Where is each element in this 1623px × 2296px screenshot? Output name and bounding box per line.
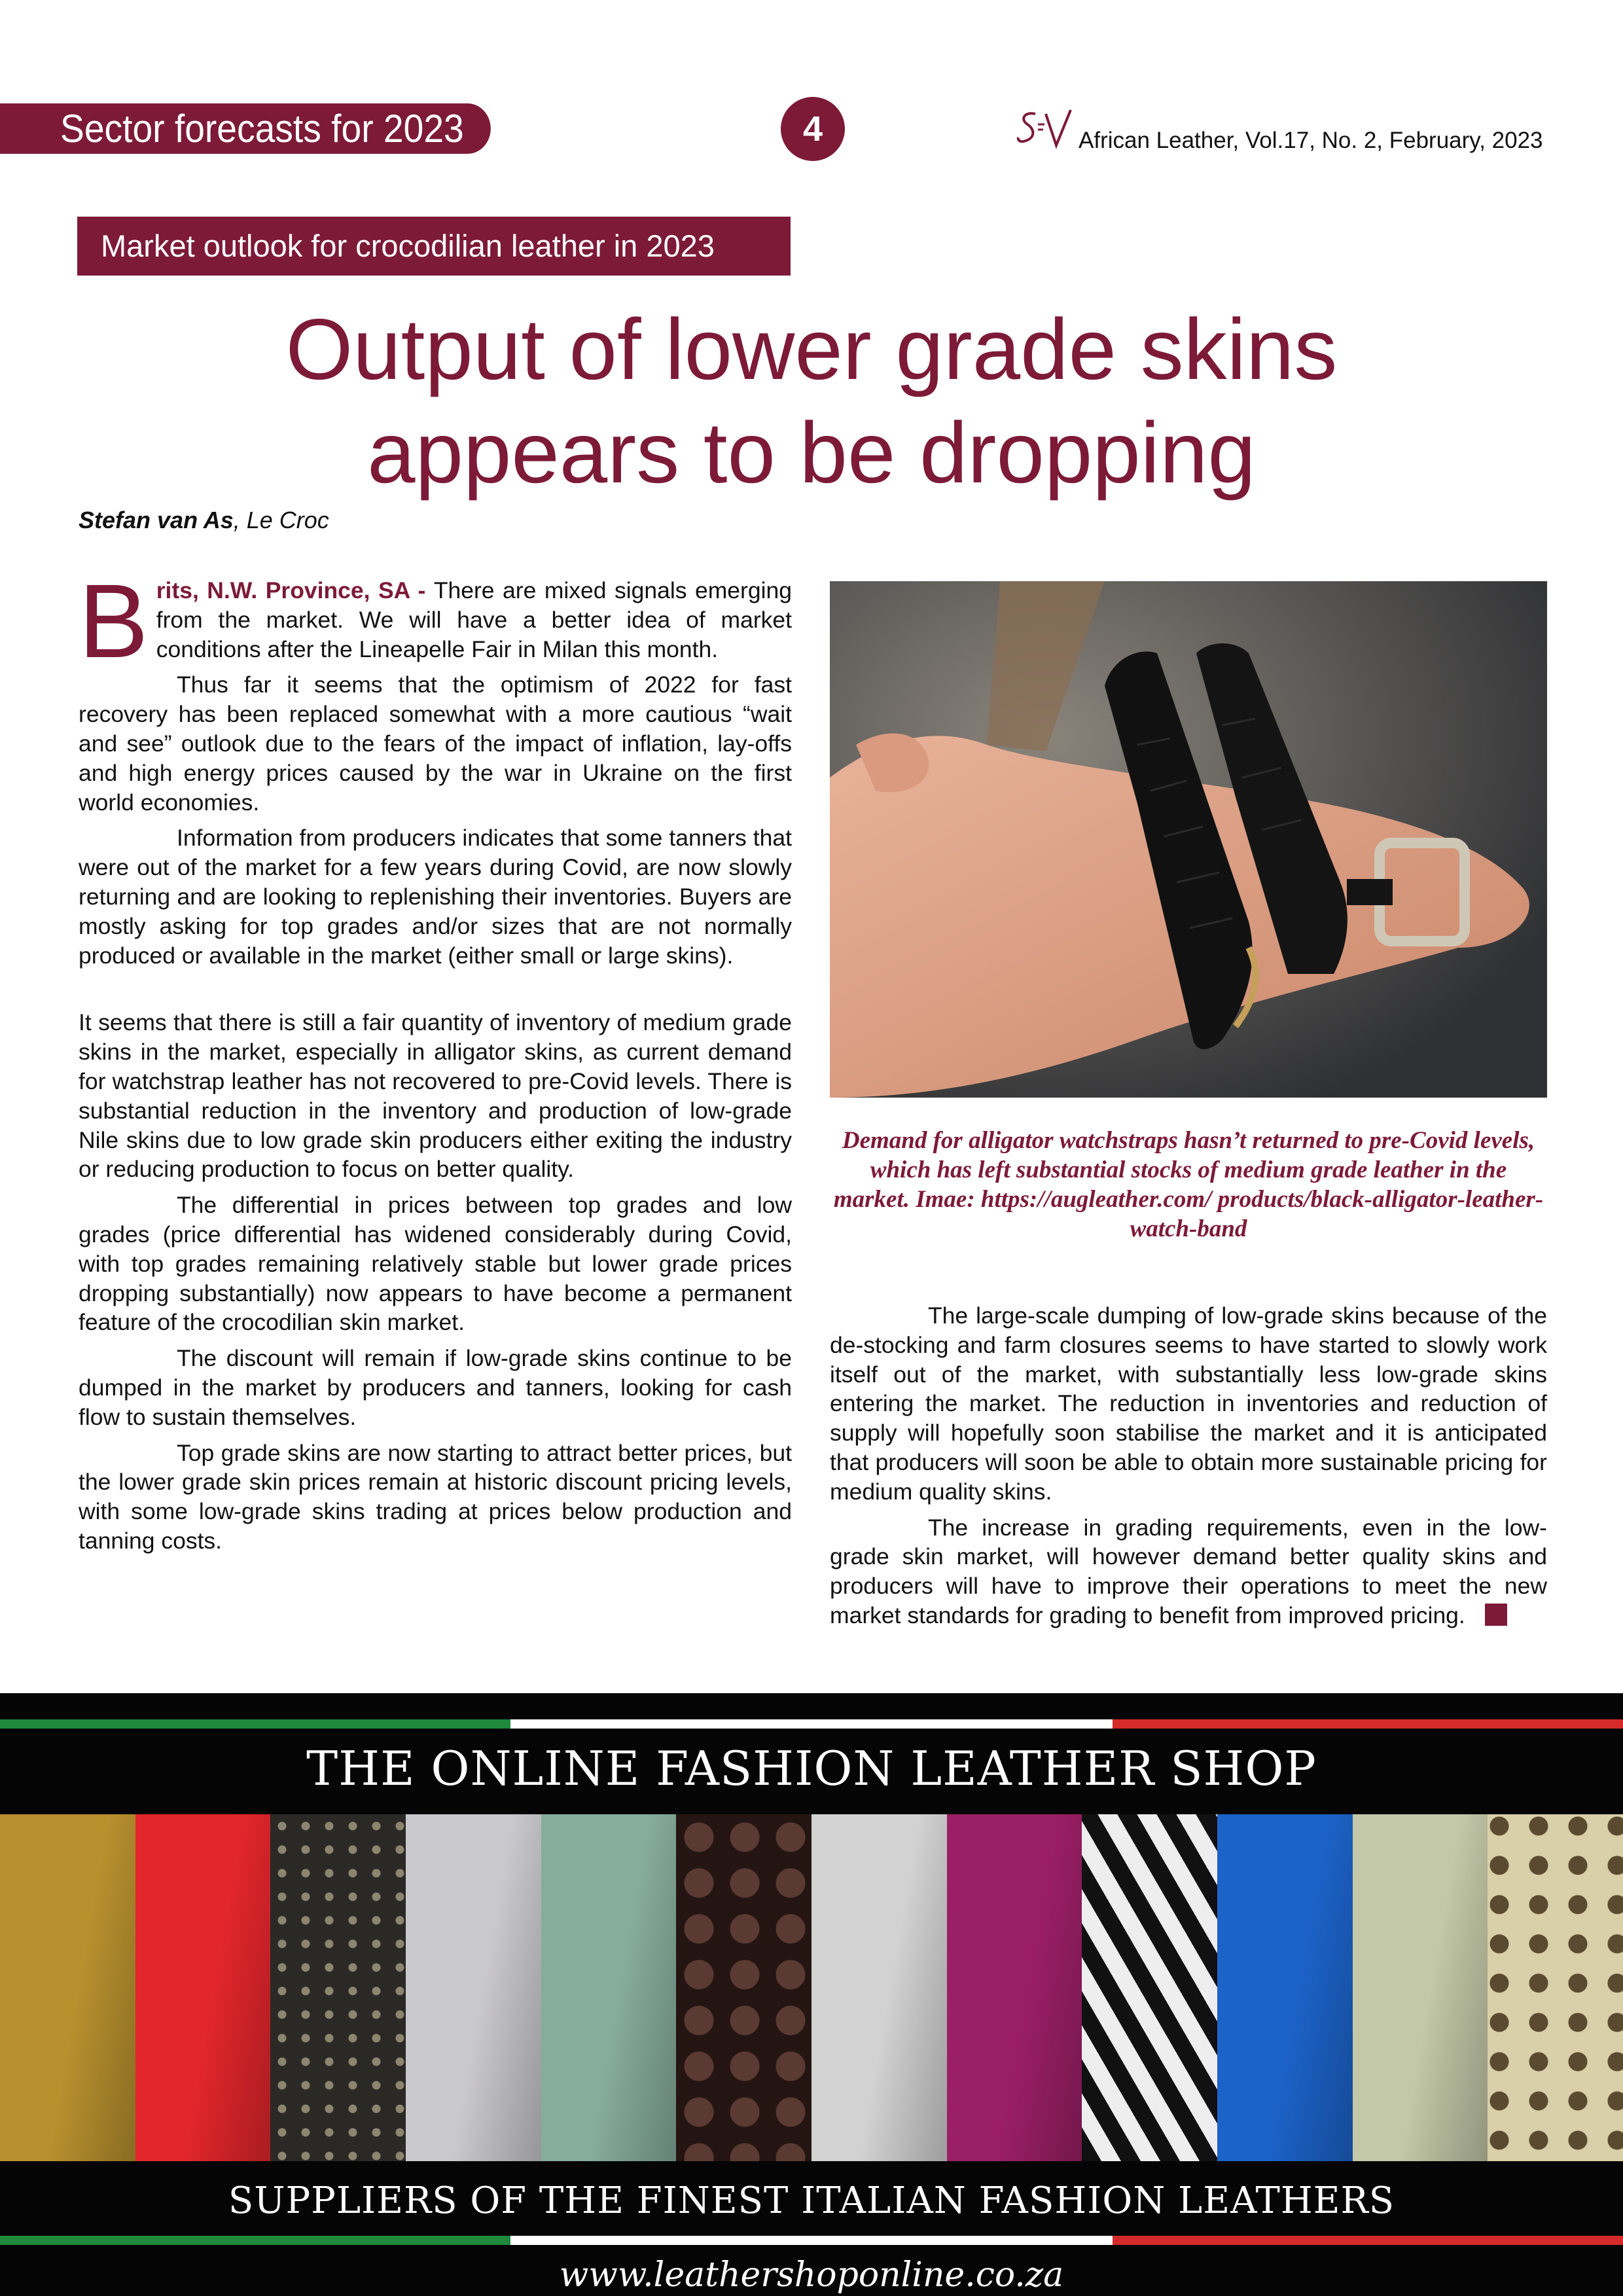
leather-swatches xyxy=(0,1814,1623,2161)
leather-swatch xyxy=(1082,1814,1217,2161)
paragraph: The discount will remain if low-grade skins continue to be dumped in the market by producers and tanners, looking for cash flow to sustain themselves. xyxy=(79,1345,792,1430)
paragraph: Information from producers indicates that some tanners that were out of the market for a few years during Covid, are now slowly returning and are looking to replenishing their inventories. Buyers are mostly asking for top grades and/or sizes that are not normally produced or available in the market (either small or large skins). xyxy=(79,825,792,969)
watchstrap-photo xyxy=(830,581,1547,1098)
paragraph: The differential in prices between top grades and low grades (price differential has widened considerably during Covid, with top grades remaining relatively stable but lower grade prices dropping substantially) now appears to have become a permanent feature of the crocodilian skin market. xyxy=(79,1192,792,1336)
headline-line-1: Output of lower grade skins xyxy=(285,301,1338,397)
lead-paragraph xyxy=(79,562,792,679)
drop-cap: B xyxy=(79,562,149,679)
byline-author: Stefan van As xyxy=(79,507,234,533)
leather-swatch xyxy=(1217,1814,1353,2161)
headline xyxy=(77,298,1546,505)
leather-swatch xyxy=(1488,1814,1623,2161)
paragraph: It seems that there is still a fair quantity of inventory of medium grade skins in the market, especially in alligator skins, as current demand for watchstrap leather has not recovered to pre-Covid levels. There is substantial reduction in the inventory and production of low-grade Nile skins due to low grade skin producers either exiting the industry or reducing production to focus on better quality. xyxy=(79,1009,792,1183)
leather-swatch xyxy=(676,1814,812,2161)
stripe-green xyxy=(0,2236,510,2245)
dateline-separator: - xyxy=(410,577,434,603)
sv-logo-icon xyxy=(1016,105,1076,157)
leather-swatch xyxy=(270,1814,406,2161)
ad-tagline: SUPPLIERS OF THE FINEST ITALIAN FASHION LEATHERS xyxy=(228,2179,1395,2222)
lead-text: There are mixed signals emerging from the market. We will have a better idea of market conditions after the Lineapelle Fair in Milan this month. xyxy=(156,577,792,662)
leather-swatch xyxy=(1353,1814,1488,2161)
paragraph: Thus far it seems that the optimism of 2022 for fast recovery has been replaced somewhat with a more cautious “wait and see” outlook due to the fears of the impact of inflation, lay-offs and high energy prices caused by the war in Ukraine on the first world economies. xyxy=(79,672,792,816)
stripe-white xyxy=(510,1719,1113,1729)
section-tab xyxy=(0,103,491,154)
headline-line-2: appears to be dropping xyxy=(367,404,1256,501)
masthead-issue: African Leather, Vol.17, No. 2, February, 2023 xyxy=(1079,128,1543,153)
leather-swatch xyxy=(135,1814,271,2161)
kicker-banner: Market outlook for crocodilian leather in 2023 xyxy=(77,217,791,276)
photo-caption: Demand for alligator watchstraps hasn’t returned to pre-Covid levels, which has left substantial stocks of medium grade leather in the market. Imae: https://augleather.com/ products/black-alligator-leather-watch-band xyxy=(833,1127,1544,1242)
page-number: 4 xyxy=(781,97,845,161)
leather-swatch xyxy=(0,1814,135,2161)
article-right-column xyxy=(830,1301,1547,1637)
end-mark-icon xyxy=(1485,1604,1507,1626)
closing-text: The increase in grading requirements, even in the low-grade skin market, will however demand better quality skins and producers will have to improve their operations to meet the new market standards for grading to benefit from improved pricing. xyxy=(830,1514,1547,1628)
article-left-column xyxy=(79,562,792,1562)
stripe-white xyxy=(510,2236,1113,2245)
section-title: Sector forecasts for 2023 xyxy=(60,107,464,151)
stripe-red xyxy=(1113,1719,1623,1729)
leather-swatch xyxy=(812,1814,947,2161)
paragraph: The large-scale dumping of low-grade skins because of the de-stocking and farm closures seems to have started to slowly work itself out of the market, with substantially less low-grade skins entering the market. The reduction in inventories and reduction of supply will hopefully soon stabilise the market and it is anticipated that producers will soon be able to obtain more sustainable pricing for medium quality skins. xyxy=(830,1302,1547,1505)
ad-title: THE ONLINE FASHION LEATHER SHOP xyxy=(306,1741,1317,1796)
leather-swatch xyxy=(947,1814,1082,2161)
leather-swatch xyxy=(541,1814,677,2161)
leather-swatch xyxy=(406,1814,541,2161)
byline-affiliation: , Le Croc xyxy=(233,507,329,533)
ad-website-link[interactable]: www.leathershoponline.co.za xyxy=(559,2255,1064,2295)
hand-holding-watchstrap-illustration xyxy=(830,581,1547,1098)
byline xyxy=(79,507,329,534)
paragraph xyxy=(830,1513,1547,1630)
stripe-green xyxy=(0,1719,510,1729)
flag-stripe-top xyxy=(0,1719,1623,1729)
dateline: rits, N.W. Province, SA xyxy=(156,577,410,603)
paragraph: Top grade skins are now starting to attract better prices, but the lower grade skin prices remain at historic discount pricing levels, with some low-grade skins trading at prices below production and tanning costs. xyxy=(79,1439,792,1554)
flag-stripe-bottom xyxy=(0,2236,1623,2245)
stripe-red xyxy=(1113,2236,1623,2245)
